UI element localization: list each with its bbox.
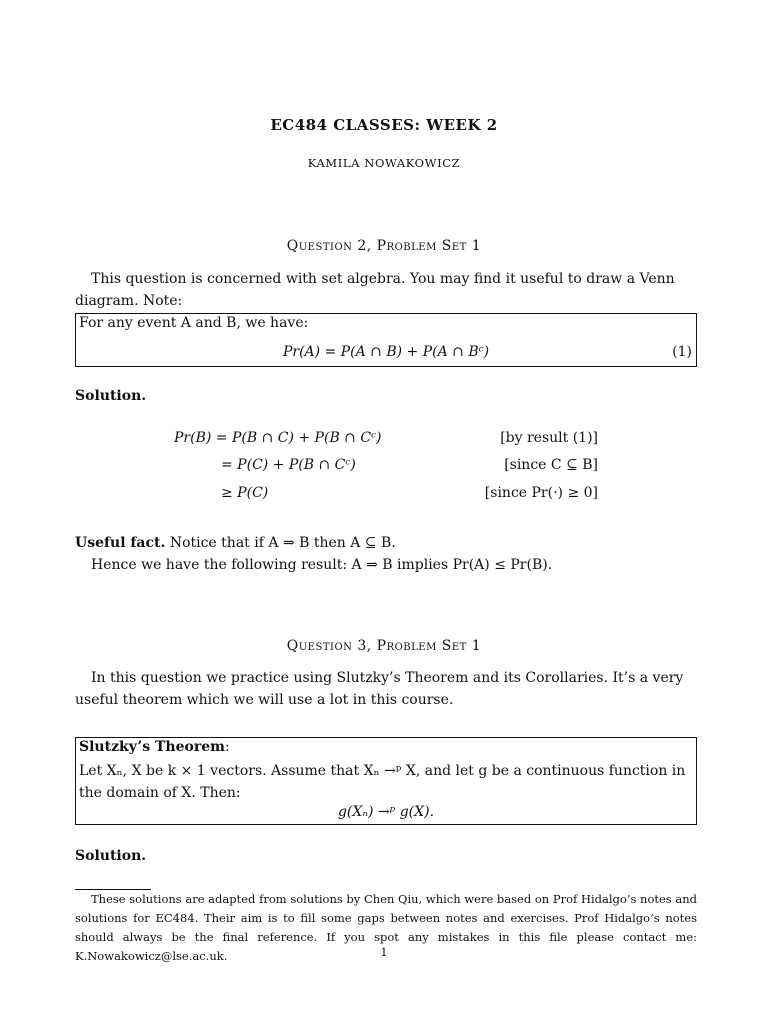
q2-note-box (75, 313, 697, 367)
derivation-step-2: = P(C) + P(B ∩ Cᶜ) (221, 457, 356, 473)
useful-fact (75, 532, 697, 554)
theorem-statement: Let Xₙ, X be k × 1 vectors. Assume that Xₙ →ᵖ X, and let g be a continuous function in the domain of X. Then: (79, 763, 686, 801)
theorem-title-line (79, 739, 230, 755)
footnote-text: These solutions are adapted from solutions by Chen Qiu, which were based on Prof Hidalgo’s notes and solutions for EC484. Their aim is to fill some gaps between notes and exercises. Prof Hidalgo’s notes should always be the final reference. If you spot any mistakes in this file please contact me: K.Nowakowicz@lse.ac.uk. (75, 892, 697, 963)
derivation-reason-1: [by result (1)] (500, 430, 598, 446)
q2-equation-number: (1) (672, 344, 692, 360)
q3-intro: In this question we practice using Slutzky’s Theorem and its Corollaries. It’s a very useful theorem which we will use a lot in this course. (75, 670, 684, 708)
page-number: 1 (380, 946, 388, 959)
q2-intro: This question is concerned with set algebra. You may find it useful to draw a Venn diagram. Note: (75, 271, 675, 309)
theorem-title-colon: : (224, 739, 230, 755)
hence-result: Hence we have the following result: A ⇒ B implies Pr(A) ≤ Pr(B). (91, 557, 553, 573)
q3-solution-label: Solution. (75, 848, 147, 864)
q2-box-line: For any event A and B, we have: (79, 315, 309, 331)
document-title: EC484 CLASSES: WEEK 2 (270, 116, 498, 134)
useful-fact-text: Notice that if A ⇒ B then A ⊆ B. (169, 535, 396, 551)
q2-box-formula: Pr(A) = P(A ∩ B) + P(A ∩ Bᶜ) (282, 344, 490, 360)
derivation-reason-2: [since C ⊆ B] (504, 457, 598, 473)
theorem-formula: g(Xₙ) →ᵖ g(X). (337, 804, 435, 820)
q3-heading: Question 3, Problem Set 1 (286, 638, 482, 654)
q2-heading: Question 2, Problem Set 1 (286, 238, 482, 254)
theorem-title: Slutzky’s Theorem (79, 739, 225, 755)
useful-fact-label: Useful fact. (75, 535, 166, 551)
derivation-step-3: ≥ P(C) (221, 485, 269, 501)
q2-solution-label: Solution. (75, 388, 147, 404)
slutzky-theorem-box (75, 737, 697, 825)
derivation-reason-3: [since Pr(·) ≥ 0] (484, 485, 598, 501)
derivation-step-1: Pr(B) = P(B ∩ C) + P(B ∩ Cᶜ) (174, 430, 382, 446)
author-name: KAMILA NOWAKOWICZ (307, 156, 461, 170)
